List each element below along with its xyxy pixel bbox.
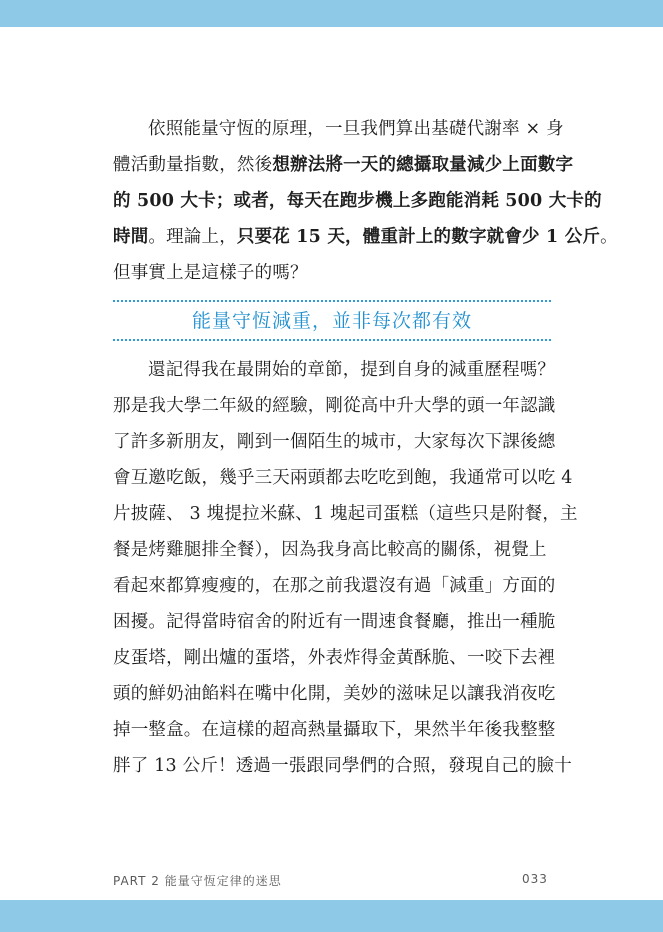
text-line: 了許多新朋友，剛到一個陌生的城市，大家每次下課後總 xyxy=(113,432,556,452)
text-line xyxy=(113,183,602,219)
text-line: 頭的鮮奶油餡料在嘴中化開，美妙的滋味足以讓我消夜吃 xyxy=(113,684,556,704)
text-line xyxy=(113,255,553,291)
bold-text-run: 的 500 大卡；或者，每天在跑步機上多跑能消耗 500 大卡的 xyxy=(113,191,602,211)
text-line: 困擾。記得當時宿舍的附近有一間速食餐廳，推出一種脆 xyxy=(113,612,556,632)
text-run: 但事實上是這樣子的嗎？ xyxy=(113,263,308,283)
text-line xyxy=(113,147,574,183)
text-run: 依照能量守恆的原理，一旦我們算出基礎代謝率 × 身 xyxy=(148,119,564,139)
text-line: 那是我大學二年級的經驗，剛從高中升大學的頭一年認識 xyxy=(113,396,556,416)
bold-text-run: 時間 xyxy=(113,227,149,247)
text-line: 餐是烤雞腿排全餐），因為我身高比較高的關係，視覺上 xyxy=(113,540,547,560)
bottom-color-band xyxy=(0,900,663,932)
footer-chapter-title: PART 2 能量守恆定律的迷思 xyxy=(113,874,282,888)
text-line: 胖了 13 公斤！透過一張跟同學們的合照，發現自己的臉十 xyxy=(113,756,572,776)
text-line: 還記得我在最開始的章節，提到自身的減重歷程嗎？ xyxy=(148,360,556,380)
paragraph-1 xyxy=(113,111,618,291)
top-color-band xyxy=(0,0,663,27)
section-heading: 能量守恆減重，並非每次都有效 xyxy=(191,310,472,332)
text-line xyxy=(113,111,564,147)
text-run: 。 xyxy=(600,227,618,247)
text-line: 皮蛋塔，剛出爐的蛋塔，外表炸得金黃酥脆、一咬下去裡 xyxy=(113,648,556,668)
text-run: 體活動量指數，然後 xyxy=(113,155,273,175)
text-line: 看起來都算瘦瘦的，在那之前我還沒有過「減重」方面的 xyxy=(113,576,556,596)
page-number: 033 xyxy=(522,872,548,886)
text-line: 掉一整盒。在這樣的超高熱量攝取下，果然半年後我整整 xyxy=(113,720,556,740)
text-line: 會互邀吃飯，幾乎三天兩頭都去吃吃到飽，我通常可以吃 4 xyxy=(113,468,573,488)
heading-rule-top xyxy=(113,300,551,302)
heading-rule-bottom xyxy=(113,339,551,341)
text-line: 片披薩、 3 塊提拉米蘇、1 塊起司蛋糕（這些只是附餐，主 xyxy=(113,504,578,524)
bold-text-run: 只要花 15 天，體重計上的數字就會少 1 公斤 xyxy=(236,227,601,247)
bold-text-run: 想辦法將一天的總攝取量減少上面數字 xyxy=(272,155,574,175)
text-line xyxy=(113,219,618,255)
paragraph-2 xyxy=(113,352,578,784)
text-run: 。理論上， xyxy=(148,227,237,247)
